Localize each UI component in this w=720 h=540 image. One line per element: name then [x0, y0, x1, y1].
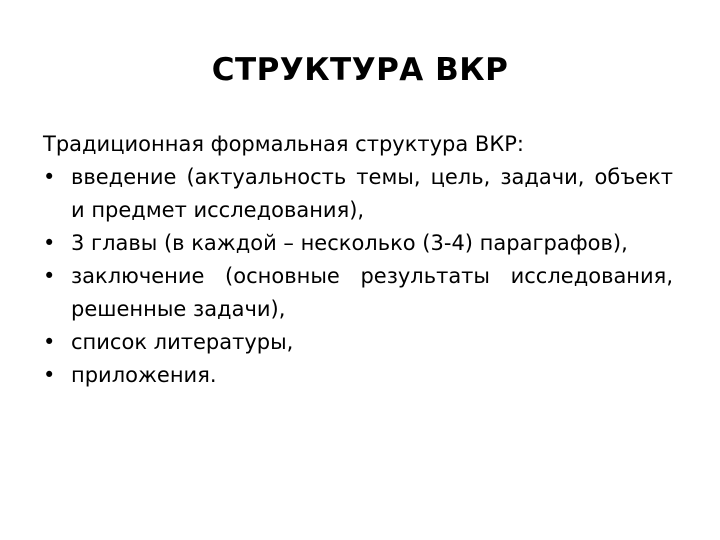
list-item-text: приложения.	[71, 363, 217, 387]
list-item-text: заключение (основные результаты исследования, решенные задачи),	[71, 264, 673, 321]
list-item-text: список литературы,	[71, 330, 294, 354]
bullet-list	[43, 161, 673, 392]
list-item	[43, 359, 673, 392]
bullet-icon: •	[43, 165, 56, 189]
list-item	[43, 326, 673, 359]
bullet-icon: •	[43, 363, 56, 387]
slide-content	[43, 128, 673, 392]
list-item	[43, 260, 673, 326]
list-item-text: введение (актуальность темы, цель, задачи, объект и предмет исследования),	[71, 165, 673, 222]
intro-text: Традиционная формальная структура ВКР:	[43, 132, 524, 156]
slide-title: СТРУКТУРА ВКР	[211, 52, 509, 88]
bullet-icon: •	[43, 330, 56, 354]
bullet-icon: •	[43, 231, 56, 255]
bullet-icon: •	[43, 264, 56, 288]
list-item	[43, 227, 673, 260]
list-item-text: 3 главы (в каждой – несколько (3-4) параграфов),	[71, 231, 628, 255]
list-item	[43, 161, 673, 227]
